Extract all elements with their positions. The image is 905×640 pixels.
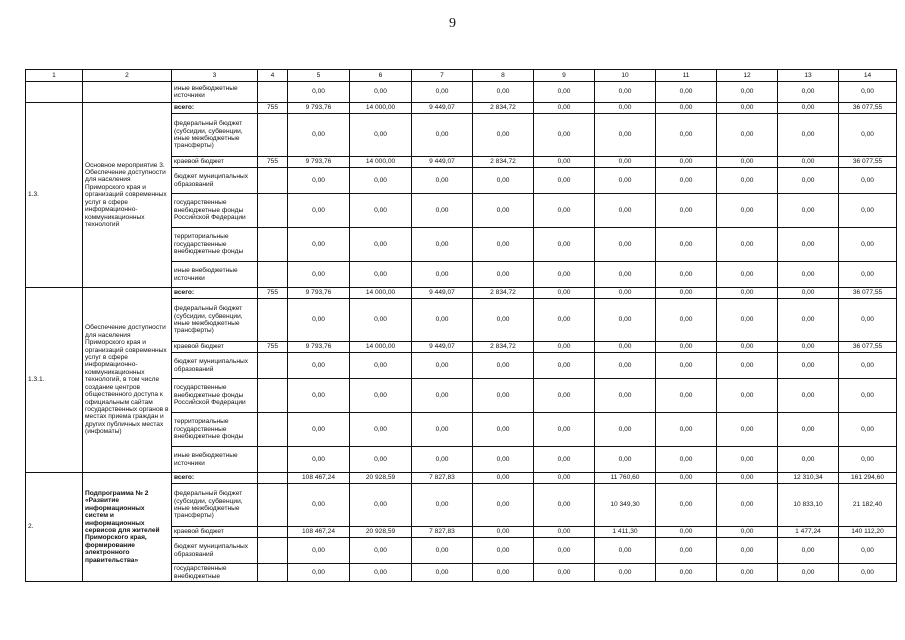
- amount-col-11: 0,00: [656, 447, 717, 473]
- amount-col-10: 0,00: [595, 82, 656, 103]
- amount-col-9: 0,00: [534, 413, 595, 447]
- ministry-code: 755: [258, 103, 288, 114]
- amount-col-8: 0,00: [473, 484, 534, 527]
- item-description: Подпрограмма № 2 «Развитие информационных систем и информационных сервисов для жителей Приморского края, формирование электронного правительства»: [83, 473, 172, 582]
- ministry-code: [258, 527, 288, 538]
- amount-col-8: 0,00: [473, 564, 534, 582]
- column-number-14: 14: [839, 70, 897, 82]
- item-description: Обеспечение доступности для населения Приморского края и организаций современных услуг в сфере информационно-коммуникационных технологий, в том числе создание центров общественного доступа к официальным сайтам государственных органов в местах приема граждан и других публичных местах (инфоматы): [83, 288, 172, 473]
- amount-col-9: 0,00: [534, 299, 595, 342]
- amount-col-11: 0,00: [656, 484, 717, 527]
- amount-col-11: 0,00: [656, 114, 717, 157]
- amount-col-13: 0,00: [778, 262, 839, 288]
- item-code: 1.3.1.: [26, 288, 83, 473]
- amount-col-10: 0,00: [595, 342, 656, 353]
- amount-col-9: 0,00: [534, 82, 595, 103]
- amount-col-8: 2 834,72: [473, 103, 534, 114]
- amount-col-8: 0,00: [473, 228, 534, 262]
- amount-col-12: 0,00: [717, 168, 778, 194]
- amount-col-9: 0,00: [534, 262, 595, 288]
- amount-col-5: 0,00: [288, 413, 350, 447]
- amount-col-9: 0,00: [534, 447, 595, 473]
- funding-source: иные внебюджетные источники: [172, 82, 258, 103]
- amount-col-7: 9 449,07: [412, 157, 473, 168]
- amount-col-14: 161 294,60: [839, 473, 897, 484]
- funding-source: государственные внебюджетные: [172, 564, 258, 582]
- amount-col-14: 0,00: [839, 564, 897, 582]
- ministry-code: [258, 299, 288, 342]
- amount-col-7: 0,00: [412, 413, 473, 447]
- amount-col-11: 0,00: [656, 413, 717, 447]
- amount-col-9: 0,00: [534, 379, 595, 413]
- funding-source: государственные внебюджетные фонды Российской Федерации: [172, 379, 258, 413]
- amount-col-13: 0,00: [778, 288, 839, 299]
- amount-col-6: 14 000,00: [350, 157, 412, 168]
- ministry-code: [258, 353, 288, 379]
- funding-source: иные внебюджетные источники: [172, 262, 258, 288]
- column-number-8: 8: [473, 70, 534, 82]
- amount-col-5: 0,00: [288, 484, 350, 527]
- amount-col-9: 0,00: [534, 114, 595, 157]
- amount-col-6: 0,00: [350, 447, 412, 473]
- ministry-code: [258, 114, 288, 157]
- amount-col-10: 0,00: [595, 353, 656, 379]
- amount-col-8: 2 834,72: [473, 342, 534, 353]
- amount-col-9: 0,00: [534, 103, 595, 114]
- ministry-code: [258, 413, 288, 447]
- amount-col-12: 0,00: [717, 564, 778, 582]
- amount-col-11: 0,00: [656, 564, 717, 582]
- amount-col-9: 0,00: [534, 168, 595, 194]
- amount-col-13: 0,00: [778, 299, 839, 342]
- amount-col-11: 0,00: [656, 228, 717, 262]
- column-number-1: 1: [26, 70, 83, 82]
- amount-col-12: 0,00: [717, 484, 778, 527]
- amount-col-10: 0,00: [595, 413, 656, 447]
- funding-source: всего:: [172, 103, 258, 114]
- amount-col-14: 0,00: [839, 447, 897, 473]
- column-number-row: [26, 70, 897, 82]
- amount-col-7: 0,00: [412, 299, 473, 342]
- amount-col-9: 0,00: [534, 342, 595, 353]
- amount-col-5: 9 793,76: [288, 103, 350, 114]
- ministry-code: 755: [258, 288, 288, 299]
- amount-col-11: 0,00: [656, 157, 717, 168]
- amount-col-8: 2 834,72: [473, 288, 534, 299]
- amount-col-7: 9 449,07: [412, 288, 473, 299]
- amount-col-7: 0,00: [412, 262, 473, 288]
- amount-col-12: 0,00: [717, 103, 778, 114]
- funding-source: бюджет муниципальных образований: [172, 353, 258, 379]
- table-row: [26, 82, 897, 103]
- amount-col-14: 36 077,55: [839, 288, 897, 299]
- amount-col-5: 0,00: [288, 538, 350, 564]
- item-code: 2.: [26, 473, 83, 582]
- amount-col-14: 0,00: [839, 82, 897, 103]
- amount-col-14: 0,00: [839, 168, 897, 194]
- amount-col-12: 0,00: [717, 194, 778, 228]
- amount-col-7: 9 449,07: [412, 342, 473, 353]
- funding-source: федеральный бюджет (субсидии, субвенции, иные межбюджетные трансферты): [172, 299, 258, 342]
- amount-col-14: 0,00: [839, 413, 897, 447]
- column-number-5: 5: [288, 70, 350, 82]
- amount-col-6: 0,00: [350, 538, 412, 564]
- amount-col-10: 0,00: [595, 299, 656, 342]
- amount-col-6: 0,00: [350, 564, 412, 582]
- funding-source: территориальные государственные внебюджетные фонды: [172, 413, 258, 447]
- amount-col-9: 0,00: [534, 527, 595, 538]
- amount-col-10: 0,00: [595, 103, 656, 114]
- amount-col-9: 0,00: [534, 564, 595, 582]
- column-number-9: 9: [534, 70, 595, 82]
- funding-source: территориальные государственные внебюджетные фонды: [172, 228, 258, 262]
- amount-col-5: 0,00: [288, 353, 350, 379]
- amount-col-6: 14 000,00: [350, 103, 412, 114]
- amount-col-13: 0,00: [778, 413, 839, 447]
- amount-col-9: 0,00: [534, 353, 595, 379]
- amount-col-14: 0,00: [839, 538, 897, 564]
- amount-col-10: 0,00: [595, 262, 656, 288]
- amount-col-5: 9 793,76: [288, 288, 350, 299]
- amount-col-5: 0,00: [288, 114, 350, 157]
- amount-col-13: 0,00: [778, 194, 839, 228]
- amount-col-12: 0,00: [717, 527, 778, 538]
- amount-col-13: 0,00: [778, 168, 839, 194]
- ministry-code: [258, 564, 288, 582]
- amount-col-8: 0,00: [473, 82, 534, 103]
- amount-col-7: 0,00: [412, 379, 473, 413]
- amount-col-6: 0,00: [350, 114, 412, 157]
- amount-col-11: 0,00: [656, 262, 717, 288]
- amount-col-10: 0,00: [595, 168, 656, 194]
- amount-col-8: 0,00: [473, 473, 534, 484]
- amount-col-10: 0,00: [595, 228, 656, 262]
- amount-col-8: 0,00: [473, 299, 534, 342]
- amount-col-6: 0,00: [350, 228, 412, 262]
- amount-col-5: 0,00: [288, 82, 350, 103]
- amount-col-10: 0,00: [595, 447, 656, 473]
- amount-col-8: 0,00: [473, 353, 534, 379]
- amount-col-8: 2 834,72: [473, 157, 534, 168]
- amount-col-9: 0,00: [534, 473, 595, 484]
- column-number-10: 10: [595, 70, 656, 82]
- amount-col-12: 0,00: [717, 447, 778, 473]
- amount-col-12: 0,00: [717, 473, 778, 484]
- amount-col-7: 0,00: [412, 484, 473, 527]
- column-number-6: 6: [350, 70, 412, 82]
- item-description: [83, 82, 172, 103]
- amount-col-6: 0,00: [350, 262, 412, 288]
- amount-col-13: 0,00: [778, 342, 839, 353]
- amount-col-13: 0,00: [778, 157, 839, 168]
- amount-col-11: 0,00: [656, 168, 717, 194]
- amount-col-5: 0,00: [288, 228, 350, 262]
- budget-body: [26, 70, 897, 582]
- amount-col-14: 0,00: [839, 379, 897, 413]
- amount-col-12: 0,00: [717, 288, 778, 299]
- amount-col-11: 0,00: [656, 527, 717, 538]
- amount-col-7: 0,00: [412, 353, 473, 379]
- budget-table: [25, 69, 897, 582]
- amount-col-14: 36 077,55: [839, 342, 897, 353]
- amount-col-11: 0,00: [656, 538, 717, 564]
- amount-col-8: 0,00: [473, 527, 534, 538]
- funding-source: федеральный бюджет (субсидии, субвенции, иные межбюджетные трансферты): [172, 114, 258, 157]
- ministry-code: 755: [258, 342, 288, 353]
- amount-col-14: 0,00: [839, 262, 897, 288]
- amount-col-8: 0,00: [473, 447, 534, 473]
- funding-source: всего:: [172, 288, 258, 299]
- amount-col-14: 21 182,40: [839, 484, 897, 527]
- amount-col-14: 0,00: [839, 114, 897, 157]
- amount-col-10: 0,00: [595, 157, 656, 168]
- funding-source: федеральный бюджет (субсидии, субвенции, иные межбюджетные трансферты): [172, 484, 258, 527]
- amount-col-13: 12 310,34: [778, 473, 839, 484]
- amount-col-6: 20 928,59: [350, 527, 412, 538]
- amount-col-5: 0,00: [288, 194, 350, 228]
- amount-col-14: 36 077,55: [839, 157, 897, 168]
- amount-col-9: 0,00: [534, 484, 595, 527]
- amount-col-13: 0,00: [778, 114, 839, 157]
- amount-col-12: 0,00: [717, 353, 778, 379]
- amount-col-12: 0,00: [717, 262, 778, 288]
- ministry-code: [258, 447, 288, 473]
- amount-col-7: 7 827,83: [412, 527, 473, 538]
- amount-col-13: 0,00: [778, 564, 839, 582]
- amount-col-10: 0,00: [595, 538, 656, 564]
- amount-col-6: 0,00: [350, 353, 412, 379]
- amount-col-12: 0,00: [717, 413, 778, 447]
- amount-col-14: 0,00: [839, 228, 897, 262]
- ministry-code: [258, 168, 288, 194]
- table-row: [26, 103, 897, 114]
- ministry-code: [258, 484, 288, 527]
- amount-col-11: 0,00: [656, 379, 717, 413]
- item-description: Основное мероприятие 3. Обеспечение доступности для населения Приморского края и организаций современных услуг в сфере информационно-коммуникационных технологий: [83, 103, 172, 288]
- amount-col-11: 0,00: [656, 342, 717, 353]
- amount-col-5: 0,00: [288, 168, 350, 194]
- amount-col-8: 0,00: [473, 168, 534, 194]
- amount-col-6: 0,00: [350, 413, 412, 447]
- amount-col-8: 0,00: [473, 114, 534, 157]
- amount-col-12: 0,00: [717, 538, 778, 564]
- column-number-12: 12: [717, 70, 778, 82]
- amount-col-12: 0,00: [717, 157, 778, 168]
- amount-col-12: 0,00: [717, 379, 778, 413]
- amount-col-7: 0,00: [412, 168, 473, 194]
- ministry-code: [258, 538, 288, 564]
- amount-col-7: 0,00: [412, 228, 473, 262]
- amount-col-6: 14 000,00: [350, 288, 412, 299]
- amount-col-11: 0,00: [656, 82, 717, 103]
- amount-col-7: 0,00: [412, 114, 473, 157]
- amount-col-11: 0,00: [656, 194, 717, 228]
- amount-col-5: 0,00: [288, 262, 350, 288]
- amount-col-11: 0,00: [656, 473, 717, 484]
- funding-source: краевой бюджет: [172, 157, 258, 168]
- column-number-4: 4: [258, 70, 288, 82]
- amount-col-8: 0,00: [473, 194, 534, 228]
- amount-col-9: 0,00: [534, 194, 595, 228]
- amount-col-7: 7 827,83: [412, 473, 473, 484]
- amount-col-7: 0,00: [412, 82, 473, 103]
- amount-col-7: 9 449,07: [412, 103, 473, 114]
- amount-col-5: 9 793,76: [288, 157, 350, 168]
- amount-col-9: 0,00: [534, 157, 595, 168]
- funding-source: иные внебюджетные источники: [172, 447, 258, 473]
- amount-col-11: 0,00: [656, 353, 717, 379]
- amount-col-11: 0,00: [656, 299, 717, 342]
- ministry-code: [258, 473, 288, 484]
- ministry-code: [258, 82, 288, 103]
- funding-source: всего:: [172, 473, 258, 484]
- amount-col-13: 0,00: [778, 379, 839, 413]
- amount-col-5: 9 793,76: [288, 342, 350, 353]
- amount-col-11: 0,00: [656, 103, 717, 114]
- ministry-code: [258, 194, 288, 228]
- amount-col-13: 10 833,10: [778, 484, 839, 527]
- amount-col-9: 0,00: [534, 538, 595, 564]
- column-number-11: 11: [656, 70, 717, 82]
- amount-col-14: 0,00: [839, 353, 897, 379]
- column-number-3: 3: [172, 70, 258, 82]
- amount-col-5: 0,00: [288, 299, 350, 342]
- table-row: [26, 288, 897, 299]
- amount-col-13: 0,00: [778, 447, 839, 473]
- ministry-code: 755: [258, 157, 288, 168]
- funding-source: государственные внебюджетные фонды Российской Федерации: [172, 194, 258, 228]
- page-number: 9: [449, 16, 456, 31]
- amount-col-10: 0,00: [595, 564, 656, 582]
- funding-source: краевой бюджет: [172, 527, 258, 538]
- amount-col-13: 0,00: [778, 103, 839, 114]
- amount-col-10: 10 349,30: [595, 484, 656, 527]
- column-number-7: 7: [412, 70, 473, 82]
- amount-col-6: 0,00: [350, 82, 412, 103]
- ministry-code: [258, 228, 288, 262]
- amount-col-7: 0,00: [412, 538, 473, 564]
- ministry-code: [258, 379, 288, 413]
- amount-col-13: 0,00: [778, 82, 839, 103]
- amount-col-13: 0,00: [778, 353, 839, 379]
- table-row: [26, 473, 897, 484]
- amount-col-5: 0,00: [288, 447, 350, 473]
- amount-col-6: 0,00: [350, 484, 412, 527]
- amount-col-6: 0,00: [350, 379, 412, 413]
- amount-col-14: 0,00: [839, 194, 897, 228]
- amount-col-8: 0,00: [473, 379, 534, 413]
- amount-col-7: 0,00: [412, 564, 473, 582]
- column-number-2: 2: [83, 70, 172, 82]
- ministry-code: [258, 262, 288, 288]
- amount-col-11: 0,00: [656, 288, 717, 299]
- amount-col-6: 0,00: [350, 168, 412, 194]
- amount-col-6: 0,00: [350, 299, 412, 342]
- amount-col-8: 0,00: [473, 262, 534, 288]
- item-code: 1.3.: [26, 103, 83, 288]
- amount-col-13: 0,00: [778, 538, 839, 564]
- amount-col-10: 0,00: [595, 288, 656, 299]
- amount-col-14: 0,00: [839, 299, 897, 342]
- amount-col-5: 0,00: [288, 564, 350, 582]
- amount-col-14: 36 077,55: [839, 103, 897, 114]
- amount-col-6: 20 928,59: [350, 473, 412, 484]
- amount-col-10: 1 411,30: [595, 527, 656, 538]
- column-number-13: 13: [778, 70, 839, 82]
- amount-col-10: 0,00: [595, 379, 656, 413]
- amount-col-5: 108 467,24: [288, 527, 350, 538]
- amount-col-10: 0,00: [595, 114, 656, 157]
- item-code: [26, 82, 83, 103]
- amount-col-8: 0,00: [473, 538, 534, 564]
- amount-col-10: 0,00: [595, 194, 656, 228]
- amount-col-12: 0,00: [717, 114, 778, 157]
- amount-col-7: 0,00: [412, 194, 473, 228]
- amount-col-12: 0,00: [717, 82, 778, 103]
- funding-source: краевой бюджет: [172, 342, 258, 353]
- funding-source: бюджет муниципальных образований: [172, 168, 258, 194]
- amount-col-9: 0,00: [534, 228, 595, 262]
- amount-col-5: 108 467,24: [288, 473, 350, 484]
- amount-col-12: 0,00: [717, 342, 778, 353]
- amount-col-8: 0,00: [473, 413, 534, 447]
- amount-col-6: 14 000,00: [350, 342, 412, 353]
- amount-col-6: 0,00: [350, 194, 412, 228]
- funding-source: бюджет муниципальных образований: [172, 538, 258, 564]
- amount-col-12: 0,00: [717, 299, 778, 342]
- amount-col-14: 140 112,20: [839, 527, 897, 538]
- amount-col-13: 1 477,24: [778, 527, 839, 538]
- amount-col-10: 11 760,60: [595, 473, 656, 484]
- amount-col-5: 0,00: [288, 379, 350, 413]
- amount-col-9: 0,00: [534, 288, 595, 299]
- amount-col-7: 0,00: [412, 447, 473, 473]
- amount-col-13: 0,00: [778, 228, 839, 262]
- amount-col-12: 0,00: [717, 228, 778, 262]
